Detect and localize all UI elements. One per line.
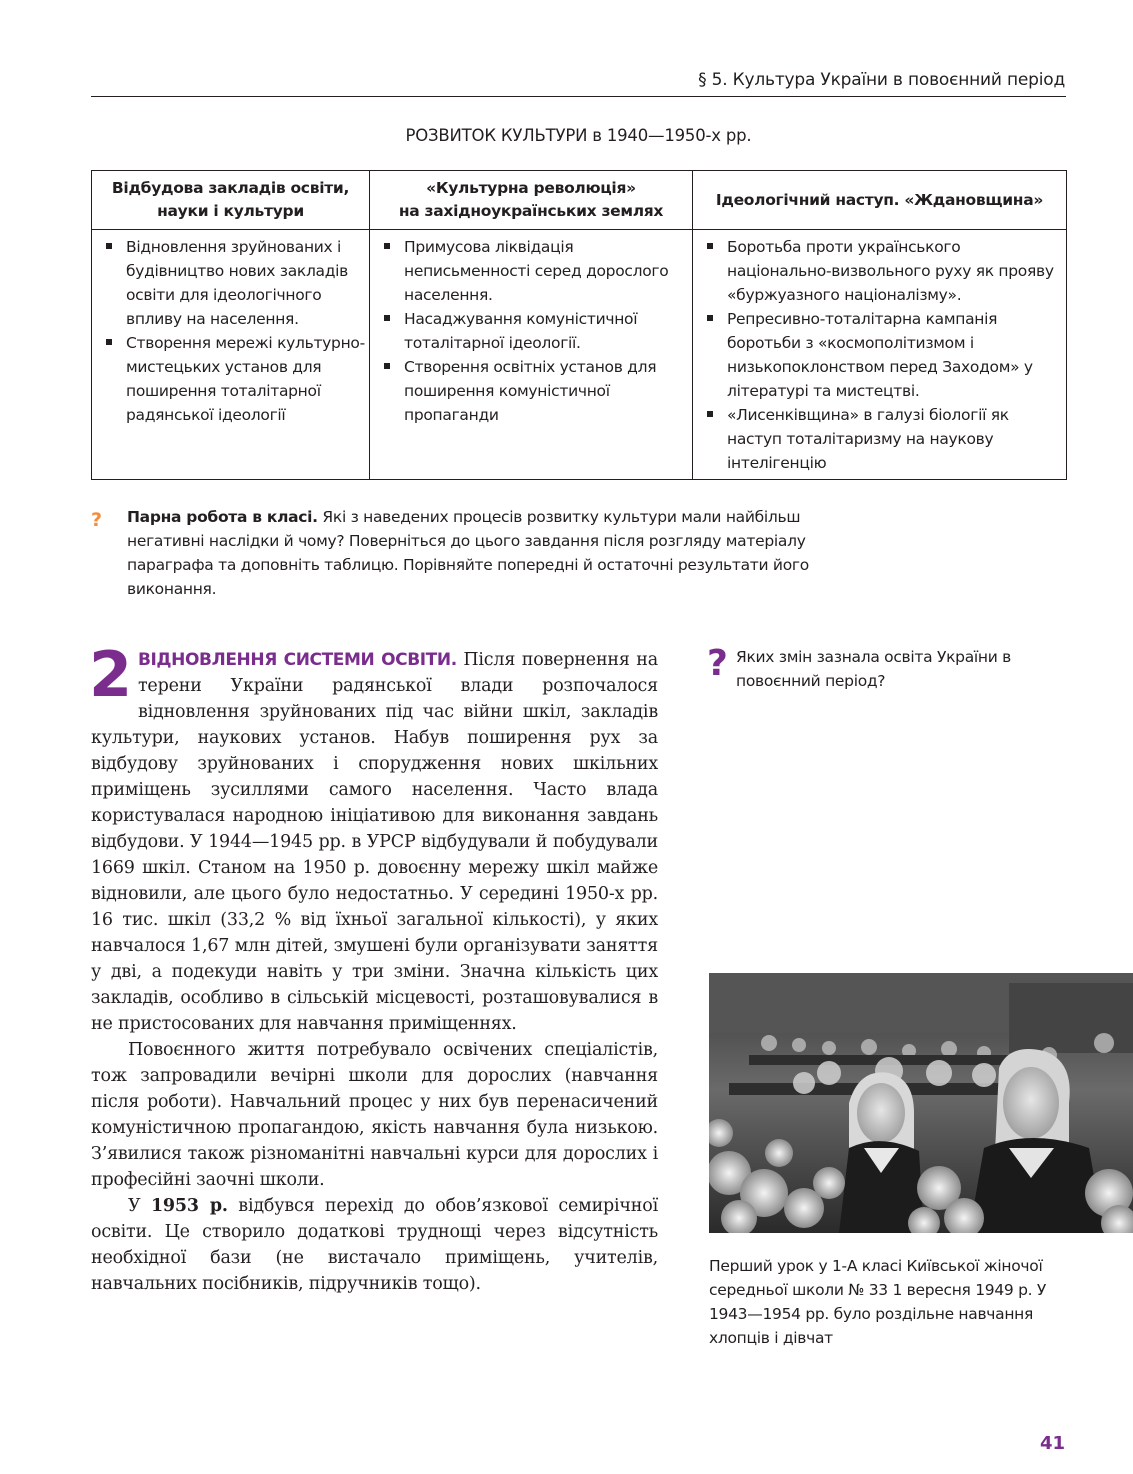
header-line: науки і культури [157,202,304,220]
list-item: Відновлення зруйнованих і будівництво нових закладів освіти для ідеологічного впливу на населення. [104,235,365,331]
list-item: Репресивно-тоталітарна кампанія боротьби з «космополітизмом і низькопоклонством перед Заходом» у літературі та мистецтві. [705,307,1062,403]
table-cell [370,230,693,480]
table-header-cell [693,171,1067,230]
paragraph: Повоєнного життя потребувало освічених спеціалістів, тож запровадили вечірні школи для дорослих (навчання після роботи). Навчальний процес у них був перенасичений комуністичною пропагандою, якість навчання була низькою. З’явилися також різноманітні навчальні курси для дорослих і професійні заочні школи. [91,1040,658,1190]
bullet-list [382,235,688,427]
photo-caption: Перший урок у 1-А класі Київської жіночої середньої школи № 33 1 вересня 1949 р. У 1943—1954 рр. було роздільне навчання хлопців і дівчат [709,1257,1047,1347]
paragraph-text: Після повернення на терени України радянської влади розпочалося відновлення зруйнованих під час війни шкіл, закладів культури, наукових установ. Набув поширення рух за відбудову зруйнованих і спорудження нових шкільних приміщень зусиллями самого населення. Часто влада користувалася народною ініціативою для виконання завдань відбудови. У 1944—1945 рр. в УРСР відбудували й побудували 1669 шкіл. Станом на 1950 р. довоєнну мережу шкіл майже відновили, але цього було недостатньо. У середині 1950-х рр. 16 тис. шкіл (33,2 % від їхньої загальної кількості), у яких навчалося 1,67 млн дітей, змушені були організувати заняття у дві, а подекуди навіть у три зміни. Значна кількість цих закладів, особливо в сільській місцевості, розташовувалися в не пристосованих для навчання приміщеннях. [91,650,659,1034]
table-cell [92,230,370,480]
paragraph [89,638,659,1037]
list-item: Примусова ліквідація неписьменності серед дорослого населення. [382,235,688,307]
list-item: Створення мережі культурно-мистецьких установ для поширення тоталітарної радянської ідеології [104,331,365,427]
bullet-list [104,235,365,427]
table-header-row [92,171,1067,230]
page-number: 41 [1039,1433,1065,1454]
list-item: Створення освітніх установ для поширення комуністичної пропаганди [382,355,688,427]
header-line: на західноукраїнських землях [398,202,664,220]
pair-work-label: Парна робота в класі. [127,508,318,526]
table-title: РОЗВИТОК КУЛЬТУРИ в 1940—1950-х рр. [405,126,752,145]
pair-work-body: Які з наведених процесів розвитку культури мали найбільш негативні наслідки й чому? Поверніться до цього завдання після розгляду матеріалу параграфа та доповніть таблицю. Порівняйте попередні й остаточні результати його виконання. [127,508,809,598]
paragraph-text: У [128,1196,151,1216]
header-line: Ідеологічний наступ. «Ждановщина» [715,190,1044,209]
side-question-text: Яких змін зазнала освіта України в повоєнний період? [736,648,1011,690]
table-header-cell [92,171,370,230]
date-highlight: 1953 р. [150,1196,228,1216]
pair-work-text [127,505,827,601]
paragraph [91,1193,658,1297]
list-item: Насаджування комуністичної тоталітарної ідеології. [382,307,688,355]
header-line: «Культурна революція» [426,179,636,197]
photo-illustration [709,973,1133,1233]
list-item: «Лисенківщина» в галузі біології як наступ тоталітаризму на наукову інтелігенцію [705,403,1062,475]
classroom-photo [709,973,1133,1233]
paragraph-text: відбувся перехід до обов’язкової семирічної освіти. Це створило додаткові труднощі через відсутність необхідної бази (не вистачало приміщень, учителів, навчальних посібників, підручників тощо). [91,1196,658,1294]
question-mark-icon: ? [707,643,728,684]
section-number: 2 [89,638,132,711]
culture-development-table [91,170,1067,480]
table-cell [693,230,1067,480]
running-header: § 5. Культура України в повоєнний період [698,70,1065,90]
section-heading: ВІДНОВЛЕННЯ СИСТЕМИ ОСВІТИ. [137,650,457,670]
header-line: Відбудова закладів освіти, [111,179,350,197]
table-row [92,230,1067,480]
header-rule [91,96,1066,97]
question-mark-icon: ? [91,509,103,531]
main-text-column [89,638,659,1297]
bullet-list [705,235,1062,475]
list-item: Боротьба проти українського національно-визвольного руху як прояву «буржуазного націоналізму». [705,235,1062,307]
table-header-cell [370,171,693,230]
